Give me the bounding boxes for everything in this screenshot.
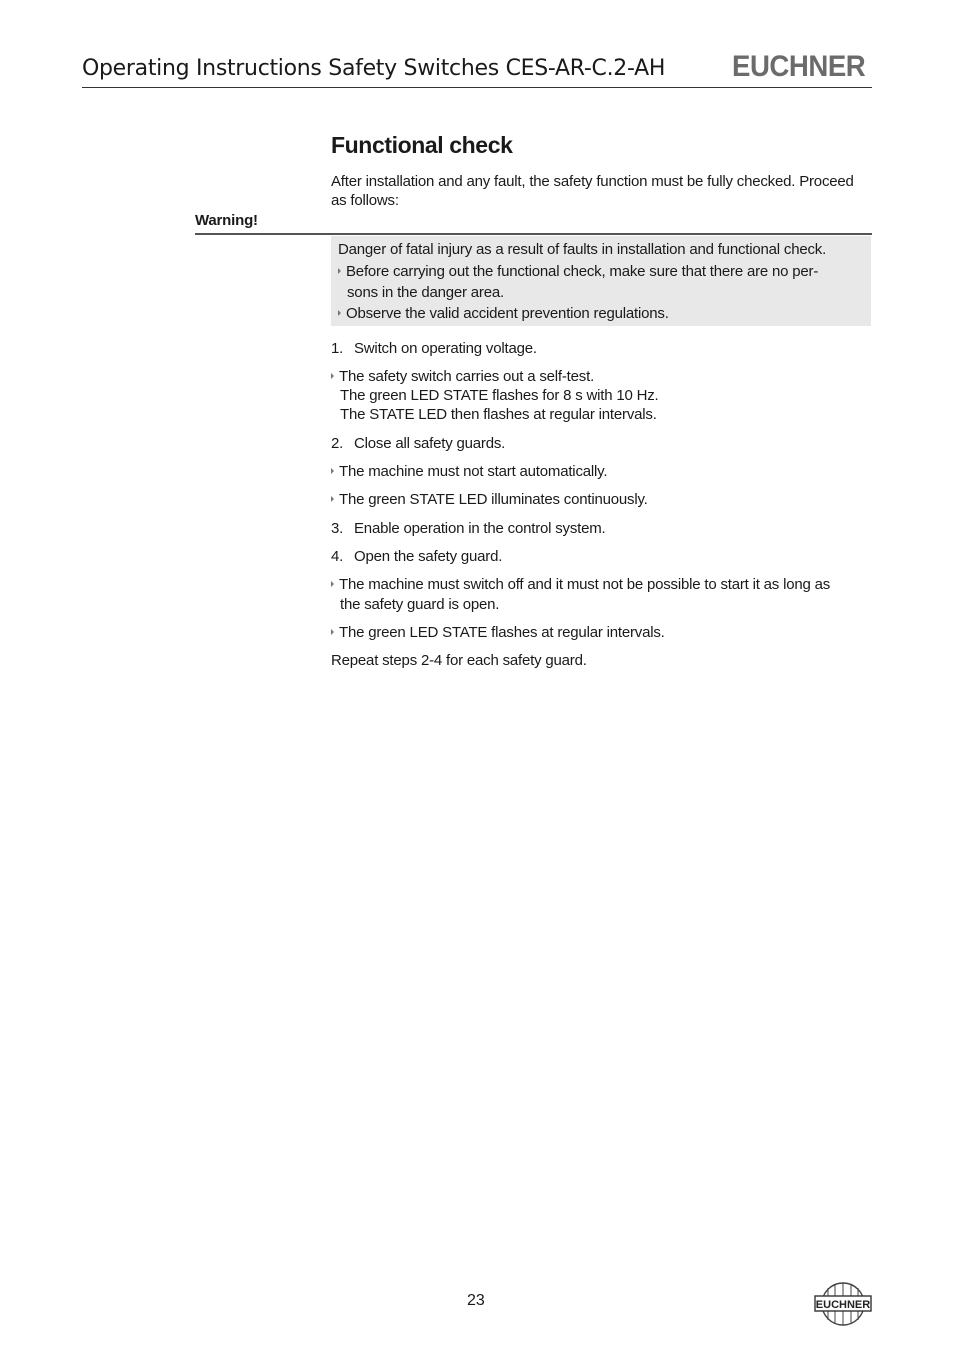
bullet-arrow-icon	[331, 629, 334, 635]
step-text: Open the safety guard.	[354, 548, 503, 565]
result-2b	[331, 490, 648, 509]
intro-line-1: After installation and any fault, the safety function must be fully checked. Proceed	[331, 173, 854, 190]
footer-logo-text: EUCHNER	[815, 1299, 871, 1311]
result-4a	[331, 575, 830, 594]
result-2a	[331, 462, 607, 481]
bullet-arrow-icon	[338, 310, 341, 316]
step-number: 1.	[331, 340, 344, 357]
result-4b	[331, 623, 665, 642]
result-4a-line-2: the safety guard is open.	[340, 596, 500, 613]
step-text: Enable operation in the control system.	[354, 520, 606, 537]
page-number: 23	[467, 1292, 485, 1309]
euchner-logo: EUCHNER	[732, 50, 866, 83]
bullet-arrow-icon	[338, 268, 341, 274]
step-2	[331, 434, 505, 453]
warning-bullet-1-cont: sons in the danger area.	[347, 284, 504, 301]
result-1-line-3: The STATE LED then flashes at regular intervals.	[340, 406, 657, 423]
step-text: Close all safety guards.	[354, 435, 506, 452]
result-text: The green LED STATE flashes at regular intervals.	[339, 624, 665, 641]
warning-bullet-2	[338, 304, 669, 323]
step-4	[331, 547, 502, 566]
bullet-arrow-icon	[331, 496, 334, 502]
warning-label: Warning!	[195, 212, 258, 229]
intro-paragraph	[331, 172, 876, 210]
warning-bullet-1	[338, 262, 818, 281]
euchner-seal-logo	[814, 1280, 872, 1328]
header-rule	[82, 87, 872, 88]
result-1	[331, 367, 594, 386]
warning-line: Danger of fatal injury as a result of faults in installation and functional check.	[338, 241, 827, 258]
warning-rule	[195, 233, 872, 235]
repeat-note: Repeat steps 2-4 for each safety guard.	[331, 652, 587, 669]
result-text: The green STATE LED illuminates continuously.	[339, 491, 648, 508]
step-text: Switch on operating voltage.	[354, 340, 537, 357]
bullet-arrow-icon	[331, 373, 334, 379]
step-3	[331, 519, 606, 538]
header-title: Operating Instructions Safety Switches CES-AR-C.2-AH	[82, 56, 666, 81]
step-number: 4.	[331, 548, 344, 565]
section-title: Functional check	[331, 132, 513, 158]
result-text: The machine must not start automatically.	[339, 463, 608, 480]
step-1	[331, 339, 537, 358]
step-number: 3.	[331, 520, 344, 537]
bullet-arrow-icon	[331, 468, 334, 474]
result-text: The machine must switch off and it must not be possible to start it as long as	[339, 576, 831, 593]
result-text: The safety switch carries out a self-test.	[339, 368, 595, 385]
step-number: 2.	[331, 435, 344, 452]
result-1-line-2: The green LED STATE flashes for 8 s with 10 Hz.	[340, 387, 659, 404]
bullet-arrow-icon	[331, 581, 334, 587]
warning-bullet-2-text: Observe the valid accident prevention regulations.	[346, 305, 669, 322]
warning-bullet-1-text: Before carrying out the functional check, make sure that there are no per-	[346, 263, 819, 280]
intro-line-2: as follows:	[331, 192, 399, 209]
